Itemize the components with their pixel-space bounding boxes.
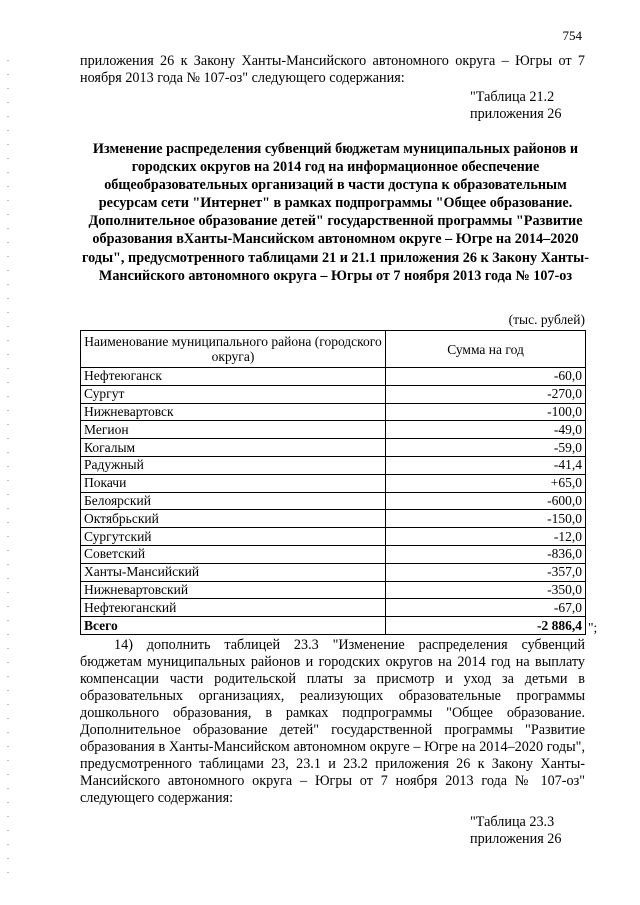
table-row xyxy=(81,599,586,617)
table-closing-mark: "; xyxy=(588,620,598,635)
row-amount: -836,0 xyxy=(386,545,586,563)
row-name: Белоярский xyxy=(81,492,386,510)
row-amount: -150,0 xyxy=(386,510,586,528)
table-reference-line2: приложения 26 xyxy=(470,106,562,122)
margin-binding-marks xyxy=(7,60,9,880)
row-name: Сургут xyxy=(81,385,386,403)
table-row xyxy=(81,439,586,457)
row-name: Нефтеюганск xyxy=(81,368,386,386)
row-name: Когалым xyxy=(81,439,386,457)
header-amount: Сумма на год xyxy=(386,331,586,368)
table-reference-line1: "Таблица 21.2 xyxy=(470,89,555,105)
table-row xyxy=(81,563,586,581)
row-amount: -59,0 xyxy=(386,439,586,457)
table-row xyxy=(81,385,586,403)
row-name: Октябрьский xyxy=(81,510,386,528)
total-label: Всего xyxy=(81,617,386,635)
unit-label: (тыс. рублей) xyxy=(508,312,585,327)
table-row xyxy=(81,545,586,563)
table-row xyxy=(81,581,586,599)
row-amount: -67,0 xyxy=(386,599,586,617)
table-row xyxy=(81,510,586,528)
row-name: Ханты-Мансийский xyxy=(81,563,386,581)
row-amount: -60,0 xyxy=(386,368,586,386)
intro-text: приложения 26 к Закону Ханты-Мансийского автономного округа – Югры от 7 ноября 2013 года № 107-оз" следующего содержания: xyxy=(80,53,585,86)
table-title: Изменение распределения субвенций бюджетам муниципальных районов и городских округов на 2014 год на информационное обеспечение общеобразовательных организаций в части доступа к образовательным ресурсам сети "Интернет" в рамках подпрограммы "Общее образование. Дополнительное образование детей" государственной программы "Развитие образования вХанты-Мансийском автономном округе – Югре на 2014–2020 годы", предусмотренного таблицами 21 и 21.1 приложения 26 к Закону Ханты-Мансийского автономного округа – Югры от 7 ноября 2013 года № 107-оз xyxy=(82,141,589,284)
amendment-paragraph: 14) дополнить таблицей 23.3 "Изменение распределения субвенций бюджетам муниципальных районов и городских округов на 2014 год на выплату компенсации части родительской платы за присмотр и уход за детьми в образовательных организациях, реализующих образовательные программы дошкольного образования, в рамках подпрограммы "Общее образование. Дополнительное образование детей" государственной программы "Развитие образования в Ханты-Мансийском автономном округе – Югре на 2014–2020 годы", предусмотренного таблицами 23, 23.1 и 23.2 приложения 26 к Закону Ханты-Мансийского автономного округа – Югры от 7 ноября 2013 года № 107-оз" следующего содержания: xyxy=(80,637,585,806)
page-number: 754 xyxy=(562,28,582,43)
table-header-row xyxy=(81,331,586,368)
total-amount: -2 886,4 xyxy=(386,617,586,635)
row-name: Мегион xyxy=(81,421,386,439)
row-amount: -600,0 xyxy=(386,492,586,510)
table-row xyxy=(81,421,586,439)
table-reference-2 xyxy=(470,814,561,848)
row-name: Нефтеюганский xyxy=(81,599,386,617)
table-row xyxy=(81,456,586,474)
row-name: Радужный xyxy=(81,456,386,474)
row-name: Сургутский xyxy=(81,528,386,546)
table-row xyxy=(81,403,586,421)
row-name: Советский xyxy=(81,545,386,563)
table-row xyxy=(81,368,586,386)
table-total-row xyxy=(81,617,586,635)
table-reference-2-line2: приложения 26 xyxy=(470,831,562,847)
row-name: Нижневартовский xyxy=(81,581,386,599)
subvention-table xyxy=(80,330,586,635)
table-reference-2-line1: "Таблица 23.3 xyxy=(470,814,555,830)
row-amount: -350,0 xyxy=(386,581,586,599)
row-amount: -41,4 xyxy=(386,456,586,474)
table-reference xyxy=(470,89,561,123)
table-row xyxy=(81,528,586,546)
row-amount: -49,0 xyxy=(386,421,586,439)
table-row xyxy=(81,492,586,510)
row-name: Покачи xyxy=(81,474,386,492)
row-amount: -270,0 xyxy=(386,385,586,403)
row-amount: -100,0 xyxy=(386,403,586,421)
row-amount: -12,0 xyxy=(386,528,586,546)
table-row xyxy=(81,474,586,492)
header-municipality: Наименование муниципального района (городского округа) xyxy=(81,331,386,368)
row-name: Нижневартовск xyxy=(81,403,386,421)
row-amount: -357,0 xyxy=(386,563,586,581)
row-amount: +65,0 xyxy=(386,474,586,492)
